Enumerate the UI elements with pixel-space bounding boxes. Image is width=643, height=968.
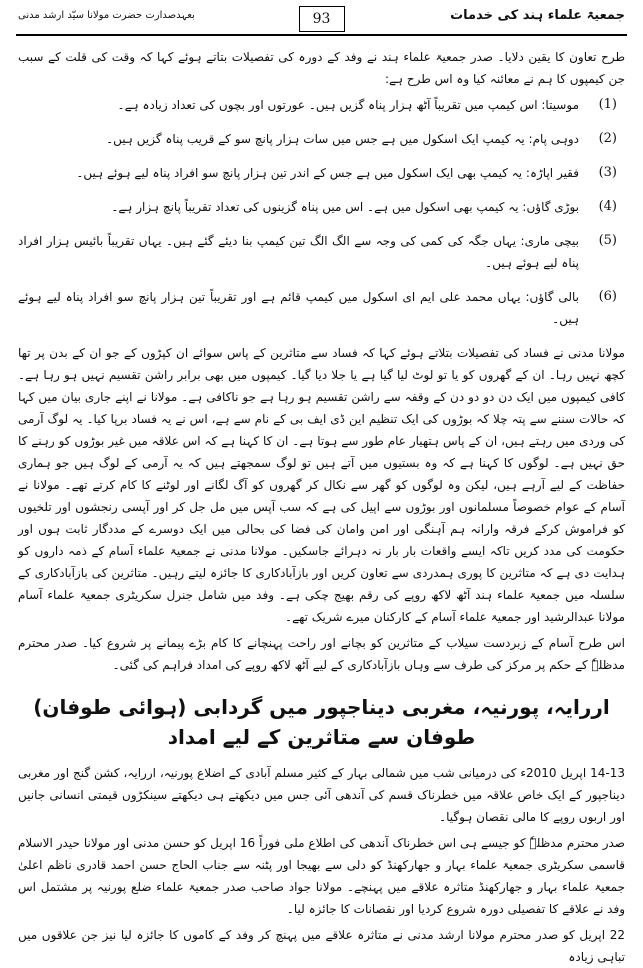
list-item [18,128,625,150]
list-item-text: دوہی پام: یہ کیمپ ایک اسکول میں ہے جس میں سات ہزار پانچ سو کے قریب پناہ گزیں ہیں۔ [106,132,579,146]
delegation-paragraph: صدر محترم مدظلہٗ کو جیسے ہی اس خطرناک آندھی کی اطلاع ملی فوراً 16 اپریل کو حسن مدنی اور مولانا حیدر الاسلام قاسمی سکریٹری جمعیۃ علماء بہار و جھارکھنڈ کو دلی سے بھیجا اور پٹنہ سے جناب الحاج حسن احمد قادری ناظم اعلیٰ جمعیۃ علماء بہار و جھارکھنڈ متاثرہ علاقے میں پہنچے۔ مولانا جواد صاحب صدر جمعیۃ علماء ضلع پورنیہ پر مشتمل اس وفد نے علاقے کا تفصیلی دورہ شروع کردیا اور نقصانات کا جائزہ لیا۔ [18,836,625,916]
list-item-number: (2) [598,131,617,146]
storm-paragraph: 14-13 اپریل 2010ء کی درمیانی شب میں شمالی بہار کے کثیر مسلم آبادی کے اضلاع پورنیہ، اررایہ، کشن گنج اور مغربی دیناجپور کے ایک خاص علاقہ میں خطرناک قسم کی آندھی آئی جس میں دیکھتے ہی دیکھتے سینکڑوں قیمتی انسانی جانیں اور اربوں روپے کا مالی نقصان ہوگیا۔ [18,766,625,824]
camps-list [18,94,625,330]
list-item [18,196,625,218]
page-header [12,6,631,34]
list-item-number: (1) [598,97,617,112]
list-item-text: موسیتا: اس کیمپ میں تقریباً آٹھ ہزار پناہ گزیں ہیں۔ عورتوں اور بچوں کی تعداد زیادہ ہے۔ [117,98,579,112]
running-subtitle: بعہدصدارت حضرت مولانا سیّد ارشد مدنی [18,10,195,21]
list-item-number: (6) [598,289,617,304]
list-item-text: فقیر اپاڑہ: یہ کیمپ بھی ایک اسکول میں ہے جس کے اندر تین ہزار پانچ سو افراد پناہ لیے ہوئے ہیں۔ [76,166,579,180]
list-item-text: بوڑی گاؤں: یہ کیمپ بھی اسکول میں ہے۔ اس میں پناہ گزینوں کی تعداد تقریباً پانچ ہزار ہے۔ [111,200,579,214]
riot-details-paragraph: مولانا مدنی نے فساد کی تفصیلات بتلاتے ہوئے کہا کہ فساد سے متاثرین کے پاس سوائے ان کپڑوں کے جو ان کے بدن پر تھا کچھ نہیں رہا۔ ان کے گھروں کو یا تو لوٹ لیا گیا ہے یا جلا دیا گیا۔ کیمپوں میں بھی برابر راشن تقسیم نہیں ہو رہا ہے۔ کافی کیمپوں میں ایک دن دو دو دن کے وقفہ سے راشن تقسیم ہو رہا ہے جو ناکافی ہے۔ مولانا نے اپنے جاری بیان میں کہا کہ حالات سننے سے پتہ چلا کہ بوڑوں کی ایک تنظیم این ڈی ایف بی کے نام سے ہے، اس نے یہ فساد برپا کیا۔ یہ لوگ آرمی کی وردی میں رہتے ہیں، ان کے پاس ہتھیار عام طور سے ہوتا ہے۔ ان کا کہنا ہے کہ اس علاقہ میں غیر بوڑوں کو رہنے کا حق نہیں ہے۔ لوگوں کا کہنا ہے کہ وہ بستیوں میں آتے ہیں تو لوگ سمجھتے ہیں کہ یہ آرمی کے لوگ ہیں جو ہماری حفاظت کے لیے آرہے ہیں، لیکن وہ لوگوں کو گھر سے نکال کر گھروں کو آگ لگانے اور لوٹنے کا کام کرتے تھے۔ مولانا نے آسام کے عوام خصوصاً مسلمانوں اور بوڑوں سے اپیل کی ہے کہ سب آپس میں مل جل کر اور آپسی رنجشوں اور تلخیوں کو فراموش کرکے فرقہ وارانہ ہم آہنگی اور امن وامان کی فضا کی بحالی میں ایک دوسرے کے مددگار ثابت ہوں اور حکومت کی مدد کریں تاکہ ایسے واقعات بار بار نہ دہرائے جاسکیں۔ مولانا مدنی نے جمعیۃ علماء آسام کے ذمہ داروں کو ہدایت دی ہے کہ متاثرین کا پوری ہمدردی سے تعاون کریں اور بازآبادکاری کا جائزہ لیتے رہیں۔ متاثرین کی بازآبادکاری کے سلسلہ میں جمعیۃ علماء ہند آٹھ لاکھ روپے کی رقم بھیج چکی ہے۔ وفد میں شامل جنرل سکریٹری جمعیۃ علماء آسام مولانا عبدالرشید اور جمعیۃ علماء آسام کے کارکنان میرے شریک تھے۔ [18,346,625,624]
list-item [18,286,625,330]
list-item-text: بالی گاؤں: یہاں محمد علی ایم ای اسکول میں کیمپ قائم ہے اور تقریباً تین ہزار پانچ سو افراد پناہ لیے ہوئے ہیں۔ [18,290,579,326]
header-divider [16,34,627,36]
page-body [12,46,631,968]
document-page [0,6,643,964]
list-item-number: (5) [598,233,617,248]
section-heading: اررایہ، پورنیہ، مغربی دیناجپور میں گردابی (ہوائی طوفان) طوفان سے متاثرین کے لیے امداد [33,695,610,749]
list-item-number: (3) [598,165,617,180]
visit-paragraph: 22 اپریل کو صدر محترم مولانا ارشد مدنی نے متاثرہ علاقے میں پہنچ کر وفد کے کاموں کا جائزہ لیا نیز جن علاقوں میں تباہی زیادہ [18,928,625,964]
list-item [18,162,625,184]
page-number: 93 [299,6,345,32]
list-item [18,230,625,274]
list-item [18,94,625,116]
list-item-text: بیچی ماری: یہاں جگہ کی کمی کی وجہ سے الگ الگ تین کیمپ بنا دیئے گئے ہیں۔ یہاں تقریباً بائیس ہزار افراد پناہ لیے ہوئے ہیں۔ [18,234,579,270]
list-item-number: (4) [598,199,617,214]
flood-relief-paragraph: اس طرح آسام کے زبردست سیلاب کے متاثرین کو بچانے اور راحت پہنچانے کا کام بڑے پیمانے پر شروع کیا۔ صدر محترم مدظلہٗ کے حکم پر مرکز کی طرف سے وہاں بازآبادکاری کے لیے آٹھ لاکھ روپے کی امداد فراہم کی گئی۔ [18,636,625,672]
running-title: جمعیۃ علماء ہند کی خدمات [450,8,625,23]
intro-paragraph: طرح تعاون کا یقین دلایا۔ صدر جمعیۃ علماء ہند نے وفد کے دورہ کی تفصیلات بتاتے ہوئے کہا کہ وقت کی قلت کے سبب جن کیمپوں کا ہم نے معائنہ کیا وہ اس طرح ہے: [18,50,625,86]
